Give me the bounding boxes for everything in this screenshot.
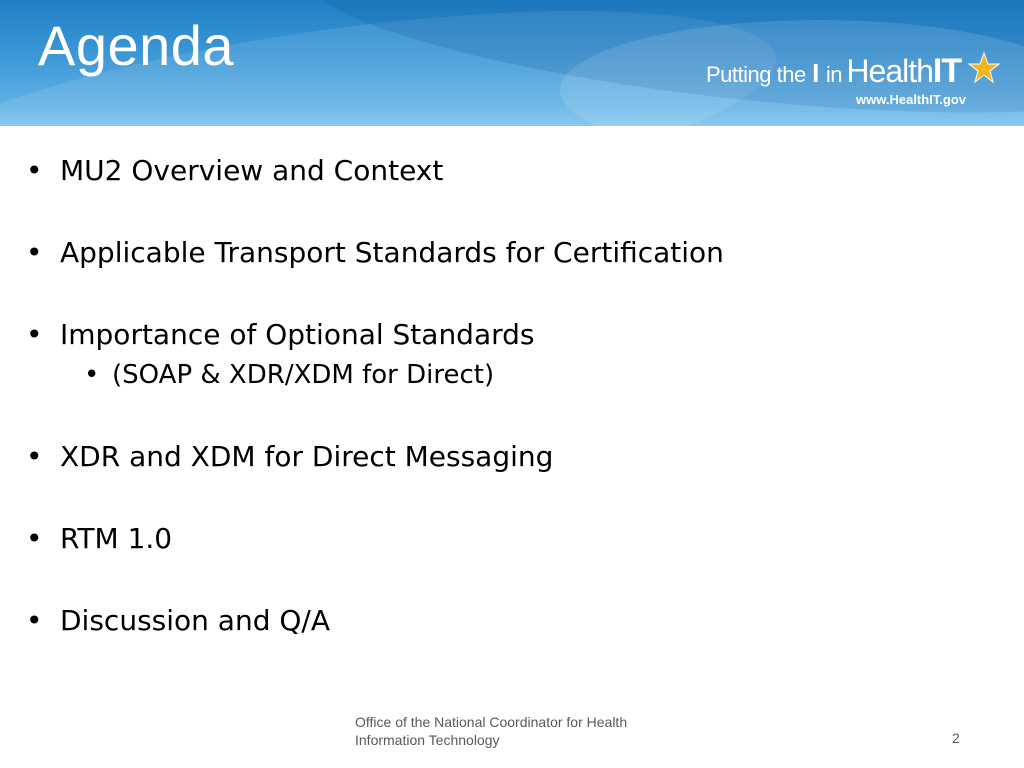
agenda-item (26, 436, 926, 478)
agenda-list (26, 150, 926, 682)
logo-prefix: Putting the (706, 62, 806, 87)
bullet-icon: • (26, 440, 43, 473)
logo-url: www.HealthIT.gov (856, 92, 967, 107)
agenda-item-text: MU2 Overview and Context (60, 154, 444, 187)
agenda-item (26, 232, 926, 274)
header-banner (0, 0, 1024, 126)
page-number: 2 (952, 730, 960, 746)
agenda-item-text: Applicable Transport Standards for Certification (60, 236, 724, 269)
footer-line: Office of the National Coordinator for Health (355, 714, 628, 730)
bullet-icon: • (26, 154, 43, 187)
healthit-logo (706, 52, 1002, 112)
bullet-icon: • (26, 522, 43, 555)
agenda-item (26, 518, 926, 560)
logo-letter-i: I (812, 58, 820, 88)
logo-middle: in (825, 62, 842, 87)
bullet-icon: • (26, 604, 43, 637)
logo-wordmark (706, 52, 961, 91)
bullet-icon: • (26, 318, 43, 351)
logo-health: Health (846, 53, 933, 89)
logo-it: IT (932, 52, 962, 90)
agenda-item (26, 150, 926, 192)
agenda-sub-item-text: (SOAP & XDR/XDM for Direct) (112, 360, 495, 390)
slide-title: Agenda (38, 14, 235, 77)
agenda-item (26, 314, 926, 356)
bullet-icon: • (26, 236, 43, 269)
bullet-icon: • (84, 360, 100, 390)
footer-line: Information Technology (355, 732, 500, 748)
footer-organization (355, 713, 695, 749)
agenda-item-text: Discussion and Q/A (60, 604, 331, 637)
agenda-item-text: RTM 1.0 (60, 522, 173, 555)
agenda-item (26, 600, 926, 642)
agenda-item-text: Importance of Optional Standards (60, 318, 535, 351)
star-icon (968, 52, 1000, 84)
agenda-item-text: XDR and XDM for Direct Messaging (60, 440, 554, 473)
agenda-sub-item (26, 356, 926, 394)
